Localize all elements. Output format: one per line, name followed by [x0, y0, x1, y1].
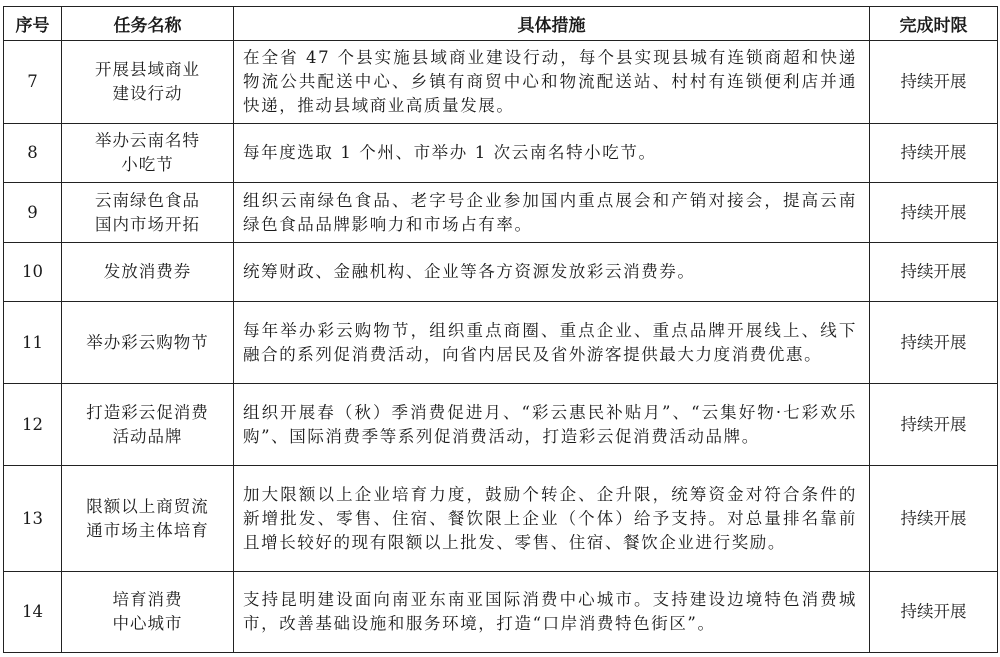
header-seq: 序号	[4, 7, 62, 41]
table-row	[4, 183, 998, 243]
row-task-name: 开展县域商业 建设行动	[95, 60, 200, 103]
row-deadline: 持续开展	[870, 243, 998, 302]
row-seq: 11	[4, 302, 62, 384]
table-row	[4, 124, 998, 183]
row-deadline: 持续开展	[870, 124, 998, 183]
row-seq: 14	[4, 572, 62, 653]
row-seq: 7	[4, 41, 62, 124]
table-row	[4, 384, 998, 466]
row-measures: 组织开展春（秋）季消费促进月、“彩云惠民补贴月”、“云集好物·七彩欢乐购”、国际消费季等系列促消费活动，打造彩云促消费活动品牌。	[234, 384, 870, 466]
row-measures: 支持昆明建设面向南亚东南亚国际消费中心城市。支持建设边境特色消费城市，改善基础设施和服务环境，打造“口岸消费特色街区”。	[234, 572, 870, 653]
header-task-name: 任务名称	[62, 7, 234, 41]
row-deadline: 持续开展	[870, 183, 998, 243]
row-deadline: 持续开展	[870, 572, 998, 653]
row-task-name: 云南绿色食品 国内市场开拓	[95, 190, 200, 234]
row-deadline: 持续开展	[870, 384, 998, 466]
measures-table	[3, 6, 998, 653]
table-row	[4, 243, 998, 302]
header-measures: 具体措施	[234, 7, 870, 41]
row-seq: 9	[4, 183, 62, 243]
row-task-name: 培育消费 中心城市	[112, 590, 183, 633]
row-measures: 在全省 47 个县实施县域商业建设行动，每个县实现县城有连锁商超和快递物流公共配送中心、乡镇有商贸中心和物流配送站、村村有连锁便利店并通快递，推动县域商业高质量发展。	[234, 41, 870, 124]
row-measures: 每年举办彩云购物节，组织重点商圈、重点企业、重点品牌开展线上、线下融合的系列促消费活动，向省内居民及省外游客提供最大力度消费优惠。	[234, 302, 870, 384]
row-task-name: 举办云南名特 小吃节	[95, 131, 200, 174]
row-task-name: 举办彩云购物节	[86, 332, 209, 352]
table-row	[4, 302, 998, 384]
table-row	[4, 572, 998, 653]
header-deadline: 完成时限	[870, 7, 998, 41]
row-measures: 每年度选取 1 个州、市举办 1 次云南名特小吃节。	[234, 124, 870, 183]
row-seq: 10	[4, 243, 62, 302]
table-header-row	[4, 7, 998, 41]
row-seq: 12	[4, 384, 62, 466]
row-measures: 组织云南绿色食品、老字号企业参加国内重点展会和产销对接会，提高云南绿色食品品牌影响力和市场占有率。	[234, 183, 870, 243]
row-seq: 13	[4, 466, 62, 572]
row-measures: 统筹财政、金融机构、企业等各方资源发放彩云消费券。	[234, 243, 870, 302]
row-task-name: 发放消费券	[103, 262, 192, 281]
row-deadline: 持续开展	[870, 302, 998, 384]
row-task-name: 打造彩云促消费 活动品牌	[86, 402, 209, 446]
row-task-name: 限额以上商贸流 通市场主体培育	[86, 496, 209, 540]
row-measures: 加大限额以上企业培育力度，鼓励个转企、企升限，统筹资金对符合条件的新增批发、零售、住宿、餐饮限上企业（个体）给予支持。对总量排名靠前且增长较好的现有限额以上批发、零售、住宿、餐饮企业进行奖励。	[234, 466, 870, 572]
table-row	[4, 41, 998, 124]
row-seq: 8	[4, 124, 62, 183]
row-deadline: 持续开展	[870, 41, 998, 124]
table-row	[4, 466, 998, 572]
row-deadline: 持续开展	[870, 466, 998, 572]
